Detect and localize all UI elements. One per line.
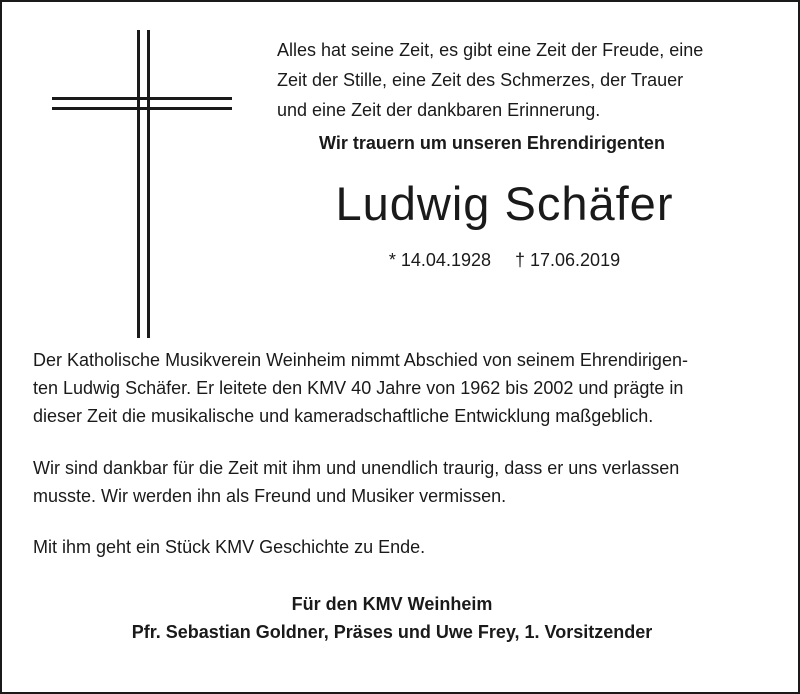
paragraph-line: Der Katholische Musikverein Weinheim nimmt Abschied von seinem Ehrendirigen- xyxy=(33,350,688,370)
motto-line: Zeit der Stille, eine Zeit des Schmerzes, der Trauer xyxy=(277,70,684,90)
mourning-heading: Wir trauern um unseren Ehrendirigenten xyxy=(319,133,665,153)
life-dates xyxy=(2,250,800,271)
cross-horizontal-bar-bottom xyxy=(52,107,232,110)
paragraph-line: musste. Wir werden ihn als Freund und Musiker vermissen. xyxy=(33,486,507,506)
motto-verse xyxy=(277,35,777,125)
paragraph-line: Wir sind dankbar für die Zeit mit ihm und unendlich traurig, dass er uns verlassen xyxy=(33,458,680,478)
paragraph-line: Mit ihm geht ein Stück KMV Geschichte zu Ende. xyxy=(33,537,426,557)
birth-date: * 14.04.1928 xyxy=(388,250,491,270)
cross-horizontal-bar-top xyxy=(52,97,232,100)
paragraph-line: dieser Zeit die musikalische und kameradschaftliche Entwicklung maßgeblich. xyxy=(33,406,654,426)
paragraph-gratitude xyxy=(33,454,773,510)
motto-line: und eine Zeit der dankbaren Erinnerung. xyxy=(277,100,601,120)
signature-organization: Für den KMV Weinheim xyxy=(291,594,493,614)
motto-line: Alles hat seine Zeit, es gibt eine Zeit der Freude, eine xyxy=(277,40,704,60)
signature-names: Pfr. Sebastian Goldner, Präses und Uwe Frey, 1. Vorsitzender xyxy=(131,622,653,642)
deceased-name: Ludwig Schäfer xyxy=(335,177,674,230)
paragraph-farewell xyxy=(33,346,773,430)
death-date: † 17.06.2019 xyxy=(514,250,621,270)
paragraph-closing xyxy=(33,533,773,561)
paragraph-line: ten Ludwig Schäfer. Er leitete den KMV 40 Jahre von 1962 bis 2002 und prägte in xyxy=(33,378,684,398)
cross-icon xyxy=(2,2,262,347)
